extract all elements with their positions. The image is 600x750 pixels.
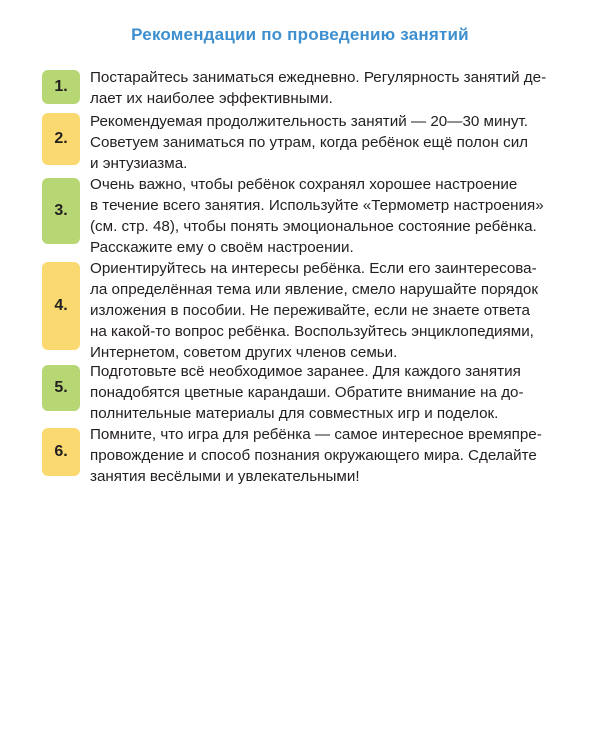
page-title: Рекомендации по проведению занятий	[131, 25, 469, 44]
item-text-line: изложения в пособии. Не переживайте, если не знаете ответа	[90, 302, 530, 319]
item-text-line: Советуем заниматься по утрам, когда ребёнок ещё полон сил	[90, 134, 529, 151]
item-text-line: Подготовьте всё необходимое заранее. Для каждого занятия	[90, 363, 521, 380]
item-text-line: Очень важно, чтобы ребёнок сохранял хорошее настроение	[90, 176, 518, 193]
item-text	[90, 174, 568, 258]
item-text-line: понадобятся цветные карандаши. Обратите внимание на до-	[90, 384, 524, 401]
item-text-line: Расскажите ему о своём настроении.	[90, 239, 354, 256]
item-text	[90, 424, 568, 487]
item-number-badge: 5.	[42, 365, 80, 411]
item-text-line: ла определённая тема или явление, смело нарушайте порядок	[90, 281, 538, 298]
item-text-line: Помните, что игра для ребёнка — самое интересное времяпре-	[90, 426, 542, 443]
item-text-line: в течение всего занятия. Используйте «Термометр настроения»	[90, 197, 544, 214]
item-text	[90, 361, 568, 424]
item-text-line: на какой-то вопрос ребёнка. Воспользуйтесь энциклопедиями,	[90, 323, 534, 340]
item-number-badge: 4.	[42, 262, 80, 350]
item-text-line: Постарайтесь заниматься ежедневно. Регулярность занятий де-	[90, 69, 547, 86]
item-text	[90, 258, 568, 363]
item-text-line: Ориентируйтесь на интересы ребёнка. Если его заинтересова-	[90, 260, 537, 277]
item-number-badge: 6.	[42, 428, 80, 476]
item-number-badge: 3.	[42, 178, 80, 244]
item-text-line: провождение и способ познания окружающего мира. Сделайте	[90, 447, 537, 464]
item-text	[90, 67, 568, 109]
item-text	[90, 111, 568, 174]
item-text-line: Рекомендуемая продолжительность занятий — 20—30 минут.	[90, 113, 528, 130]
item-text-line: и энтузиазма.	[90, 155, 188, 172]
item-text-line: лает их наиболее эффективными.	[90, 90, 333, 107]
item-text-line: Интернетом, советом других членов семьи.	[90, 344, 398, 361]
item-text-line: полнительные материалы для совместных игр и поделок.	[90, 405, 499, 422]
item-text-line: (см. стр. 48), чтобы понять эмоциональное состояние ребёнка.	[90, 218, 537, 235]
item-number-badge: 1.	[42, 70, 80, 104]
item-number-badge: 2.	[42, 113, 80, 165]
item-text-line: занятия весёлыми и увлекательными!	[90, 468, 360, 485]
